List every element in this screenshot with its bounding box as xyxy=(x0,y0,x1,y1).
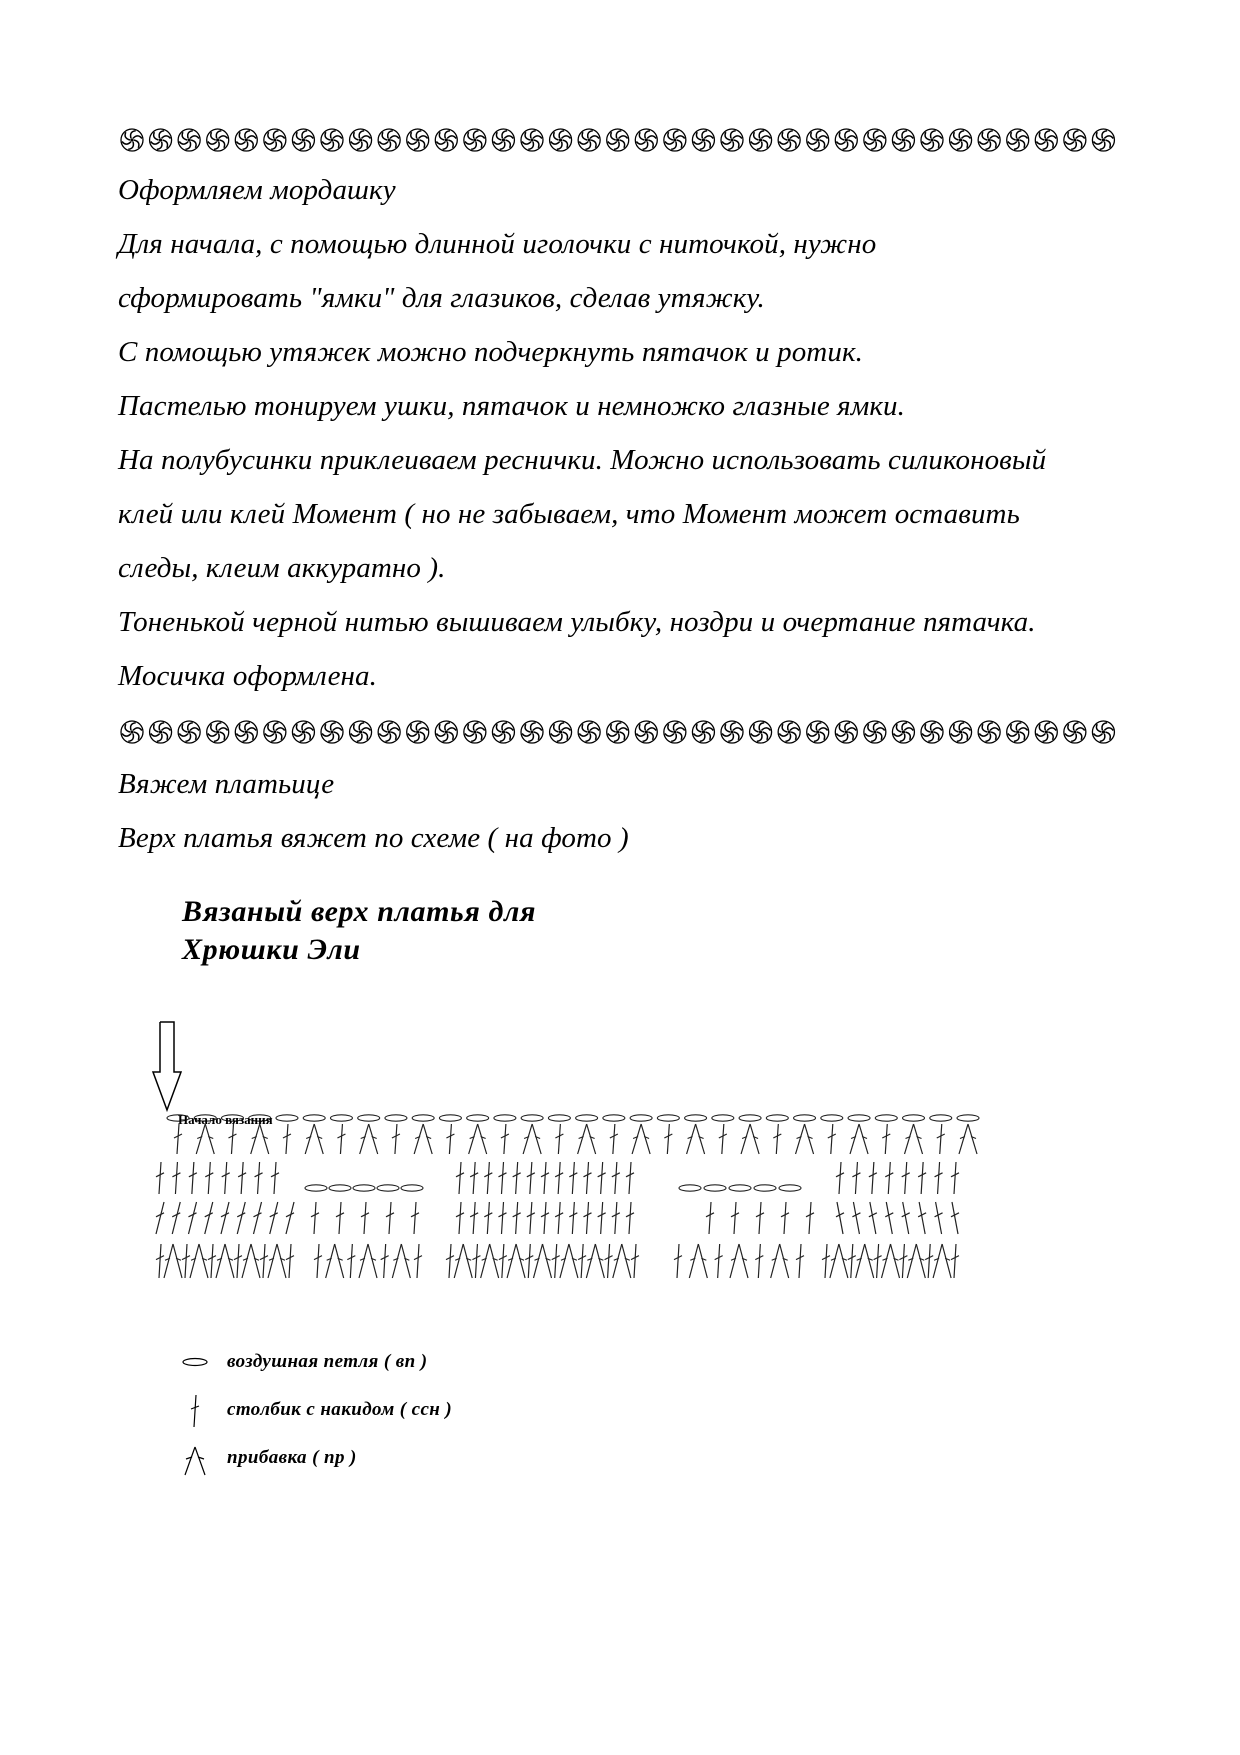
swirl-ornament-icon xyxy=(721,721,743,743)
double-crochet-stitch xyxy=(822,1244,830,1278)
chain-stitch xyxy=(848,1115,870,1121)
double-crochet-stitch xyxy=(270,1202,278,1234)
double-crochet-stitch xyxy=(513,1202,521,1234)
double-crochet-stitch xyxy=(525,1244,533,1278)
double-crochet-stitch xyxy=(584,1162,592,1194)
swirl-ornament-icon xyxy=(264,721,286,743)
chain-stitch xyxy=(276,1115,298,1121)
double-crochet-stitch xyxy=(773,1124,781,1154)
swirl-ornament-icon xyxy=(864,129,886,151)
double-crochet-stitch xyxy=(234,1244,242,1278)
double-crochet-stitch xyxy=(189,1202,197,1234)
double-crochet-stitch xyxy=(456,1202,464,1234)
increase-stitch xyxy=(251,1124,269,1154)
legend-label: воздушная петля ( вп ) xyxy=(227,1351,428,1372)
chain-stitch xyxy=(603,1115,625,1121)
double-crochet-stitch xyxy=(381,1244,389,1278)
increase-stitch xyxy=(164,1244,182,1278)
swirl-ornament-icon xyxy=(978,721,1000,743)
swirl-ornament-icon xyxy=(235,129,257,151)
increase-stitch xyxy=(882,1244,900,1278)
double-crochet-stitch xyxy=(569,1202,577,1234)
chain-stitch xyxy=(305,1185,327,1191)
swirl-ornament-icon xyxy=(578,721,600,743)
increase-stitch xyxy=(771,1244,789,1278)
increase-stitch xyxy=(392,1244,410,1278)
scheme-row-1 xyxy=(174,1124,977,1154)
increase-stitch xyxy=(741,1124,759,1154)
paragraph-line: Тоненькой черной нитью вышиваем улыбку, ноздри и очертание пятачка. xyxy=(118,606,1036,638)
swirl-ornament-icon xyxy=(378,129,400,151)
paragraph-line: Для начала, с помощью длинной иголочки с ниточкой, нужно xyxy=(118,228,877,260)
swirl-ornament-icon xyxy=(292,721,314,743)
double-crochet-stitch xyxy=(925,1244,933,1278)
double-crochet-stitch xyxy=(414,1244,422,1278)
double-crochet-stitch xyxy=(631,1244,639,1278)
double-crochet-stitch xyxy=(172,1202,180,1234)
increase-stitch xyxy=(534,1244,552,1278)
scheme-row-chain xyxy=(167,1115,979,1121)
double-crochet-stitch xyxy=(882,1124,890,1154)
chain-stitch xyxy=(685,1115,707,1121)
chain-stitch xyxy=(330,1115,352,1121)
chain-stitch xyxy=(903,1115,925,1121)
double-crochet-stitch xyxy=(951,1202,959,1234)
paragraph-line: С помощью утяжек можно подчеркнуть пятачок и ротик. xyxy=(118,336,863,368)
swirl-ornament-icon xyxy=(1092,721,1114,743)
chain-stitch xyxy=(779,1185,801,1191)
increase-stitch xyxy=(907,1244,925,1278)
chain-stitch xyxy=(385,1115,407,1121)
chain-stitch xyxy=(521,1115,543,1121)
double-crochet-stitch xyxy=(499,1202,507,1234)
double-crochet-stitch xyxy=(626,1202,634,1234)
swirl-ornament-icon xyxy=(921,721,943,743)
paragraph-line: Мосичка оформлена. xyxy=(118,660,377,692)
ornament-divider-middle xyxy=(118,717,1128,747)
increase-stitch xyxy=(242,1244,260,1278)
double-crochet-stitch xyxy=(283,1124,291,1154)
increase-stitch xyxy=(796,1124,814,1154)
double-crochet-stitch xyxy=(918,1162,926,1194)
double-crochet-stitch xyxy=(836,1202,844,1234)
swirl-ornament-icon xyxy=(950,129,972,151)
swirl-ornament-icon xyxy=(635,129,657,151)
swirl-ornament-icon xyxy=(550,129,572,151)
increase-stitch xyxy=(268,1244,286,1278)
double-crochet-stitch xyxy=(706,1202,714,1234)
double-crochet-stitch xyxy=(664,1124,672,1154)
swirl-ornament-icon xyxy=(321,129,343,151)
diagram-title-line2: Хрюшки Эли xyxy=(182,933,361,966)
double-crochet-stitch xyxy=(513,1162,521,1194)
double-crochet-stitch xyxy=(715,1244,723,1278)
increase-stitch xyxy=(359,1244,377,1278)
double-crochet-icon xyxy=(180,1393,210,1433)
swirl-ornament-icon xyxy=(350,129,372,151)
double-crochet-stitch xyxy=(552,1244,560,1278)
double-crochet-stitch xyxy=(756,1202,764,1234)
swirl-ornament-icon xyxy=(1007,721,1029,743)
swirl-ornament-icon xyxy=(692,721,714,743)
increase-stitch xyxy=(469,1124,487,1154)
chain-stitch xyxy=(754,1185,776,1191)
chain-stitch xyxy=(329,1185,351,1191)
swirl-ornament-icon xyxy=(235,721,257,743)
double-crochet-stitch xyxy=(541,1202,549,1234)
double-crochet-stitch xyxy=(584,1202,592,1234)
legend-label: столбик с накидом ( ссн ) xyxy=(227,1399,453,1420)
swirl-ornament-icon xyxy=(550,721,572,743)
double-crochet-stitch xyxy=(156,1202,164,1234)
increase-stitch xyxy=(687,1124,705,1154)
paragraph-line: клей или клей Момент ( но не забываем, что Момент может оставить xyxy=(118,498,1020,530)
double-crochet-stitch xyxy=(885,1202,893,1234)
swirl-ornament-icon xyxy=(607,129,629,151)
swirl-ornament-icon xyxy=(435,129,457,151)
swirl-ornament-icon xyxy=(1035,721,1057,743)
diagram-title-line1: Вязаный верх платья для xyxy=(182,895,537,928)
swirl-ornament-icon xyxy=(407,721,429,743)
swirl-ornament-icon xyxy=(492,129,514,151)
chain-stitch xyxy=(412,1115,434,1121)
double-crochet-stitch xyxy=(254,1202,262,1234)
double-crochet-stitch xyxy=(885,1162,893,1194)
swirl-ornament-icon xyxy=(407,129,429,151)
swirl-ornament-icon xyxy=(321,721,343,743)
paragraph-line: сформировать "ямки" для глазиков, сделав утяжку. xyxy=(118,282,765,314)
double-crochet-stitch xyxy=(555,1124,563,1154)
increase-stitch xyxy=(856,1244,874,1278)
swirl-ornament-icon xyxy=(464,129,486,151)
double-crochet-stitch xyxy=(527,1162,535,1194)
chain-stitch xyxy=(439,1115,461,1121)
double-crochet-stitch xyxy=(902,1162,910,1194)
double-crochet-stitch xyxy=(499,1244,507,1278)
swirl-ornament-icon xyxy=(892,721,914,743)
swirl-ornament-icon xyxy=(750,129,772,151)
swirl-ornament-icon xyxy=(207,721,229,743)
chain-stitch xyxy=(303,1115,325,1121)
scheme-row-3 xyxy=(156,1202,959,1234)
double-crochet-stitch xyxy=(172,1162,180,1194)
start-label: Начало вязания xyxy=(178,1112,273,1127)
increase-stitch xyxy=(830,1244,848,1278)
chain-stitch-icon xyxy=(180,1345,210,1385)
double-crochet-stitch xyxy=(260,1244,268,1278)
increase-stitch xyxy=(850,1124,868,1154)
swirl-ornament-icon xyxy=(778,721,800,743)
double-crochet-stitch xyxy=(937,1124,945,1154)
swirl-ornament-icon xyxy=(892,129,914,151)
swirl-ornament-icon xyxy=(435,721,457,743)
chain-stitch xyxy=(630,1115,652,1121)
chain-stitch xyxy=(494,1115,516,1121)
double-crochet-stitch xyxy=(456,1162,464,1194)
scheme-row-4 xyxy=(156,1244,959,1278)
double-crochet-stitch xyxy=(598,1202,606,1234)
chain-stitch xyxy=(679,1185,701,1191)
increase-stitch xyxy=(360,1124,378,1154)
increase-stitch xyxy=(905,1124,923,1154)
double-crochet-stitch xyxy=(189,1162,197,1194)
double-crochet-stitch xyxy=(781,1202,789,1234)
swirl-ornament-icon xyxy=(1092,129,1114,151)
double-crochet-stitch xyxy=(156,1162,164,1194)
double-crochet-stitch xyxy=(470,1162,478,1194)
swirl-ornament-icon xyxy=(121,721,143,743)
double-crochet-stitch xyxy=(874,1244,882,1278)
swirl-ornament-icon xyxy=(578,129,600,151)
double-crochet-stitch xyxy=(555,1162,563,1194)
chain-stitch xyxy=(957,1115,979,1121)
double-crochet-stitch xyxy=(578,1244,586,1278)
swirl-ornament-icon xyxy=(635,721,657,743)
chain-stitch xyxy=(548,1115,570,1121)
chain-stitch xyxy=(467,1115,489,1121)
double-crochet-stitch xyxy=(286,1244,294,1278)
double-crochet-stitch xyxy=(569,1162,577,1194)
swirl-ornament-icon xyxy=(264,129,286,151)
double-crochet-stitch xyxy=(555,1202,563,1234)
swirl-ornament-icon xyxy=(150,129,172,151)
double-crochet-stitch xyxy=(612,1202,620,1234)
double-crochet-stitch xyxy=(935,1202,943,1234)
increase-stitch xyxy=(689,1244,707,1278)
double-crochet-stitch xyxy=(484,1162,492,1194)
swirl-ornament-icon xyxy=(835,721,857,743)
swirl-ornament-icon xyxy=(807,721,829,743)
chain-stitch xyxy=(729,1185,751,1191)
increase-stitch xyxy=(632,1124,650,1154)
chain-stitch xyxy=(353,1185,375,1191)
double-crochet-stitch xyxy=(836,1162,844,1194)
double-crochet-stitch xyxy=(626,1162,634,1194)
double-crochet-stitch xyxy=(237,1202,245,1234)
double-crochet-stitch xyxy=(499,1162,507,1194)
swirl-ornament-icon xyxy=(1007,129,1029,151)
chain-stitch xyxy=(712,1115,734,1121)
increase-stitch xyxy=(507,1244,525,1278)
diagram-title xyxy=(182,893,536,969)
swirl-ornament-icon xyxy=(778,129,800,151)
double-crochet-stitch xyxy=(361,1202,369,1234)
double-crochet-stitch xyxy=(336,1202,344,1234)
double-crochet-stitch xyxy=(899,1244,907,1278)
double-crochet-stitch xyxy=(719,1124,727,1154)
swirl-ornament-icon xyxy=(807,129,829,151)
double-crochet-stitch xyxy=(610,1124,618,1154)
section-heading-dress: Вяжем платьице xyxy=(118,768,335,800)
chain-stitch xyxy=(821,1115,843,1121)
double-crochet-stitch xyxy=(605,1244,613,1278)
swirl-ornament-icon xyxy=(207,129,229,151)
swirl-ornament-icon xyxy=(950,721,972,743)
double-crochet-stitch xyxy=(182,1244,190,1278)
double-crochet-stitch xyxy=(951,1244,959,1278)
chain-stitch xyxy=(358,1115,380,1121)
increase-stitch xyxy=(523,1124,541,1154)
scheme-row-2 xyxy=(156,1162,959,1194)
chain-stitch xyxy=(875,1115,897,1121)
double-crochet-stitch xyxy=(337,1124,345,1154)
increase-stitch xyxy=(196,1124,214,1154)
increase-stitch xyxy=(414,1124,432,1154)
increase-stitch xyxy=(481,1244,499,1278)
double-crochet-stitch xyxy=(951,1162,959,1194)
double-crochet-stitch xyxy=(205,1202,213,1234)
down-arrow-icon xyxy=(153,1022,181,1110)
chain-stitch xyxy=(704,1185,726,1191)
chain-stitch xyxy=(576,1115,598,1121)
swirl-ornament-icon xyxy=(664,721,686,743)
double-crochet-stitch xyxy=(228,1124,236,1154)
double-crochet-stitch xyxy=(311,1202,319,1234)
chain-stitch xyxy=(739,1115,761,1121)
double-crochet-stitch xyxy=(484,1202,492,1234)
double-crochet-stitch xyxy=(731,1202,739,1234)
double-crochet-stitch xyxy=(869,1202,877,1234)
chain-stitch xyxy=(401,1185,423,1191)
chain-stitch xyxy=(766,1115,788,1121)
swirl-ornament-row xyxy=(118,125,1128,155)
increase-stitch xyxy=(305,1124,323,1154)
double-crochet-stitch xyxy=(755,1244,763,1278)
double-crochet-stitch xyxy=(238,1162,246,1194)
swirl-ornament-icon xyxy=(178,721,200,743)
swirl-ornament-icon xyxy=(492,721,514,743)
increase-stitch xyxy=(190,1244,208,1278)
increase-stitch xyxy=(454,1244,472,1278)
swirl-ornament-icon xyxy=(750,721,772,743)
double-crochet-stitch xyxy=(411,1202,419,1234)
double-crochet-stitch xyxy=(828,1124,836,1154)
swirl-ornament-row xyxy=(118,717,1128,747)
double-crochet-stitch xyxy=(796,1244,804,1278)
swirl-ornament-icon xyxy=(521,129,543,151)
double-crochet-stitch xyxy=(869,1162,877,1194)
paragraph-line: Пастелью тонируем ушки, пятачок и немножко глазные ямки. xyxy=(118,390,905,422)
double-crochet-stitch xyxy=(541,1162,549,1194)
double-crochet-stitch xyxy=(472,1244,480,1278)
increase-stitch xyxy=(730,1244,748,1278)
swirl-ornament-icon xyxy=(350,721,372,743)
swirl-ornament-icon xyxy=(607,721,629,743)
chain-stitch xyxy=(377,1185,399,1191)
chain-stitch xyxy=(657,1115,679,1121)
double-crochet-stitch xyxy=(446,1124,454,1154)
double-crochet-stitch xyxy=(255,1162,263,1194)
swirl-ornament-icon xyxy=(292,129,314,151)
swirl-ornament-icon xyxy=(378,721,400,743)
double-crochet-stitch xyxy=(222,1162,230,1194)
double-crochet-stitch xyxy=(674,1244,682,1278)
double-crochet-stitch xyxy=(501,1124,509,1154)
double-crochet-stitch xyxy=(314,1244,322,1278)
chain-stitch xyxy=(794,1115,816,1121)
double-crochet-stitch xyxy=(527,1202,535,1234)
swirl-ornament-icon xyxy=(1064,129,1086,151)
double-crochet-stitch xyxy=(902,1202,910,1234)
double-crochet-stitch xyxy=(470,1202,478,1234)
double-crochet-stitch xyxy=(156,1244,164,1278)
legend-label: прибавка ( пр ) xyxy=(227,1447,357,1468)
increase-stitch xyxy=(560,1244,578,1278)
double-crochet-stitch xyxy=(271,1162,279,1194)
double-crochet-stitch xyxy=(386,1202,394,1234)
swirl-ornament-icon xyxy=(1064,721,1086,743)
double-crochet-stitch xyxy=(806,1202,814,1234)
swirl-ornament-icon xyxy=(692,129,714,151)
swirl-ornament-icon xyxy=(1035,129,1057,151)
swirl-ornament-icon xyxy=(150,721,172,743)
swirl-ornament-icon xyxy=(464,721,486,743)
double-crochet-stitch xyxy=(347,1244,355,1278)
double-crochet-stitch xyxy=(208,1244,216,1278)
double-crochet-stitch xyxy=(612,1162,620,1194)
double-crochet-stitch xyxy=(598,1162,606,1194)
increase-stitch xyxy=(586,1244,604,1278)
chain-stitch xyxy=(930,1115,952,1121)
paragraph-line: Верх платья вяжет по схеме ( на фото ) xyxy=(118,822,629,854)
double-crochet-stitch xyxy=(852,1202,860,1234)
increase-stitch xyxy=(326,1244,344,1278)
swirl-ornament-icon xyxy=(664,129,686,151)
double-crochet-stitch xyxy=(935,1162,943,1194)
double-crochet-stitch xyxy=(286,1202,294,1234)
increase-stitch xyxy=(959,1124,977,1154)
swirl-ornament-icon xyxy=(921,129,943,151)
paragraph-line: На полубусинки приклеиваем реснички. Можно использовать силиконовый xyxy=(118,444,1047,476)
swirl-ornament-icon xyxy=(835,129,857,151)
swirl-ornament-icon xyxy=(721,129,743,151)
section-heading-face: Оформляем мордашку xyxy=(118,174,396,206)
increase-icon xyxy=(180,1441,210,1481)
double-crochet-stitch xyxy=(918,1202,926,1234)
increase-stitch xyxy=(933,1244,951,1278)
double-crochet-stitch xyxy=(221,1202,229,1234)
double-crochet-stitch xyxy=(205,1162,213,1194)
swirl-ornament-icon xyxy=(864,721,886,743)
ornament-divider-top xyxy=(118,125,1128,155)
increase-stitch xyxy=(578,1124,596,1154)
swirl-ornament-icon xyxy=(121,129,143,151)
swirl-ornament-icon xyxy=(178,129,200,151)
double-crochet-stitch xyxy=(446,1244,454,1278)
double-crochet-stitch xyxy=(848,1244,856,1278)
increase-stitch xyxy=(216,1244,234,1278)
double-crochet-stitch xyxy=(174,1124,182,1154)
swirl-ornament-icon xyxy=(978,129,1000,151)
swirl-ornament-icon xyxy=(521,721,543,743)
crochet-scheme xyxy=(150,1010,1080,1330)
paragraph-line: следы, клеим аккуратно ). xyxy=(118,552,446,584)
double-crochet-stitch xyxy=(852,1162,860,1194)
double-crochet-stitch xyxy=(392,1124,400,1154)
increase-stitch xyxy=(613,1244,631,1278)
